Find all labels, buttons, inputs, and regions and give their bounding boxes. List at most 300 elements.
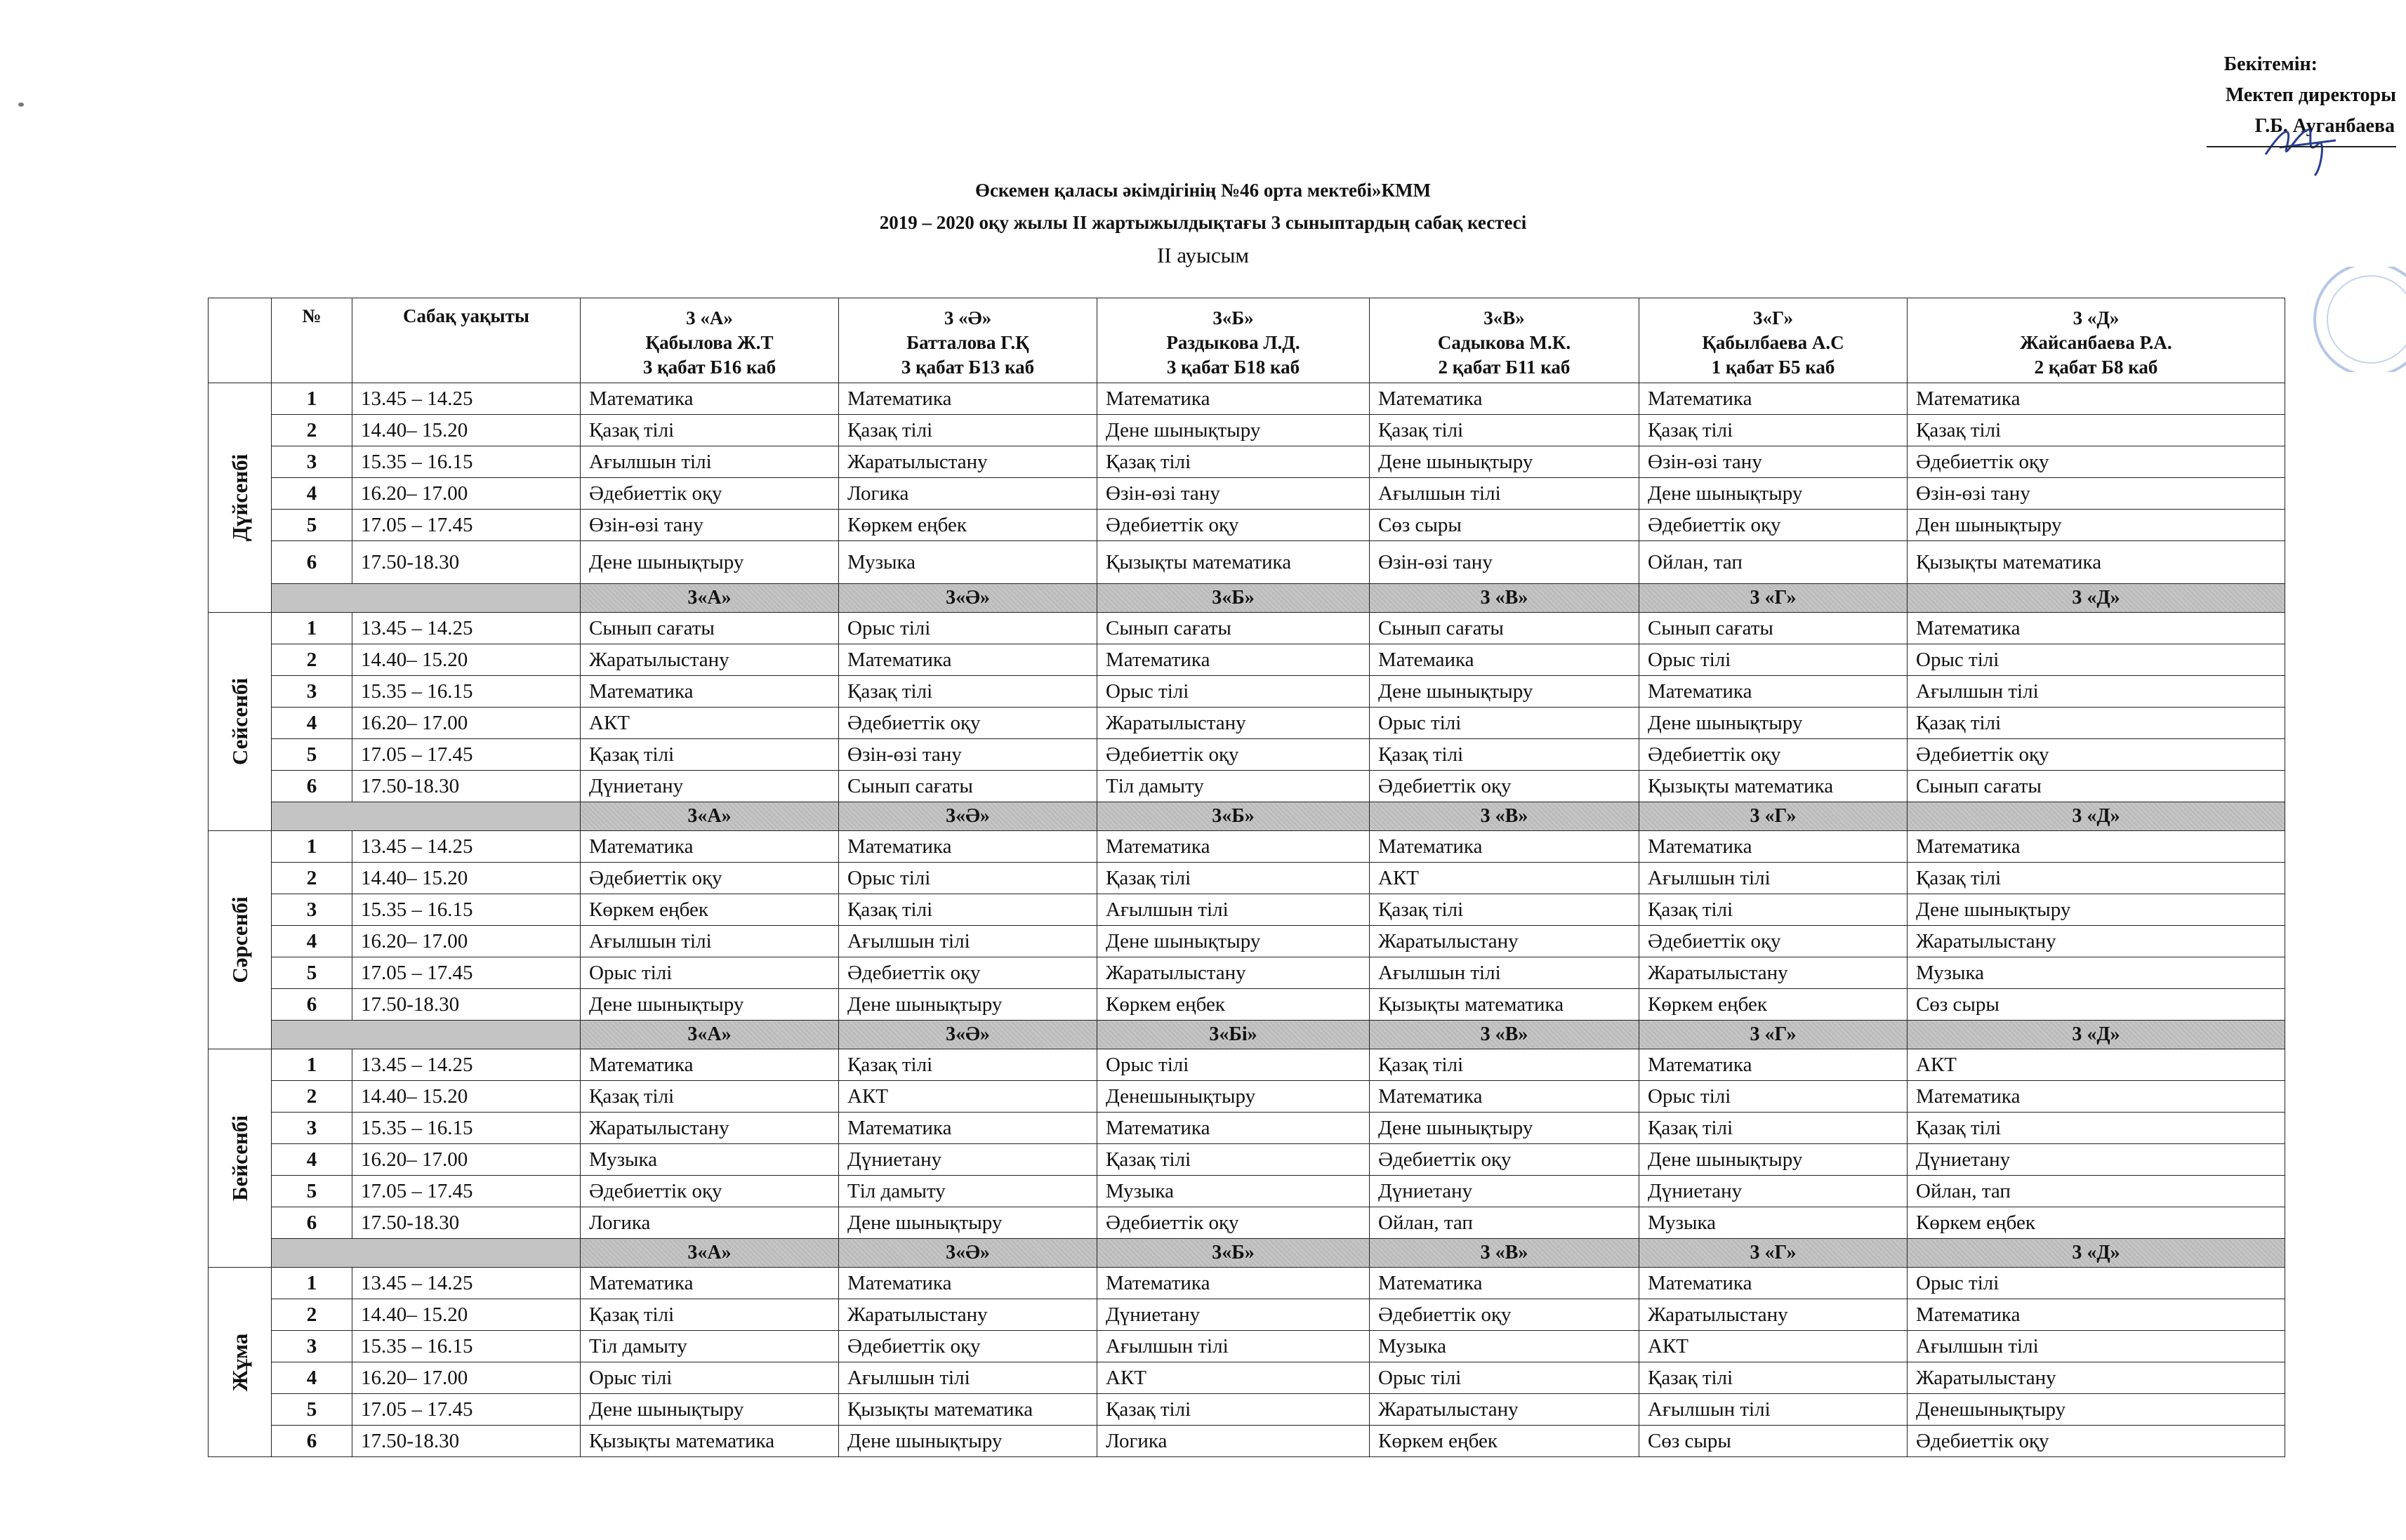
schedule-title: 2019 – 2020 оқу жылы II жартыжылдықтағы 3 сыныптардың сабақ кестесі	[879, 212, 1527, 233]
lesson-time: 13.45 – 14.25	[352, 383, 581, 415]
separator-class-label: 3 «Г»	[1639, 1021, 1908, 1049]
separator-class-label: 3 «Д»	[1908, 584, 2285, 613]
lesson-number: 1	[272, 1268, 352, 1299]
subject-cell: Математика	[1370, 1268, 1639, 1299]
approval-line-2: Мектеп директоры	[2225, 84, 2396, 106]
subject-cell: Музыка	[1639, 1207, 1908, 1239]
lesson-number: 3	[272, 1113, 352, 1144]
class-header-3a: 3 «А» Қабылова Ж.Т 3 қабат Б16 каб	[581, 298, 839, 383]
separator-class-label: 3«Б»	[1097, 802, 1370, 831]
table-row	[209, 1426, 2285, 1457]
table-row	[209, 1394, 2285, 1426]
subject-cell: Жаратылыстану	[1639, 957, 1908, 989]
class-header-3b: 3«Б» Раздыкова Л.Д. 3 қабат Б18 каб	[1097, 298, 1370, 383]
school-title: Өскемен қаласы әкімдігінің №46 орта мектебі»КММ	[974, 180, 1432, 201]
subject-cell: Жаратылыстану	[1639, 1299, 1908, 1331]
lesson-number: 4	[272, 1144, 352, 1176]
lesson-number: 6	[272, 989, 352, 1021]
subject-cell: АКТ	[1639, 1331, 1908, 1362]
table-row	[209, 1207, 2285, 1239]
subject-cell: Әдебиеттік оқу	[1639, 926, 1908, 957]
signature-line	[2207, 146, 2396, 147]
subject-cell: Математика	[839, 383, 1097, 415]
subject-cell: Дене шынықтыру	[839, 1207, 1097, 1239]
lesson-number: 6	[272, 1207, 352, 1239]
separator-class-label: 3 «Д»	[1908, 802, 2285, 831]
subject-cell: Математика	[1097, 831, 1370, 863]
subject-cell: Сынып сағаты	[1908, 771, 2285, 802]
day-label	[209, 831, 272, 1049]
subject-cell: Сынып сағаты	[839, 771, 1097, 802]
day-label	[209, 1268, 272, 1457]
subject-cell: Сөз сыры	[1370, 510, 1639, 541]
table-row	[209, 1176, 2285, 1207]
subject-cell: Орыс тілі	[1097, 1049, 1370, 1081]
table-row	[209, 708, 2285, 739]
class-separator-row	[209, 802, 2285, 831]
lesson-time: 17.50-18.30	[352, 771, 581, 802]
subject-cell: Әдебиеттік оқу	[581, 863, 839, 894]
lesson-time: 15.35 – 16.15	[352, 1113, 581, 1144]
subject-cell: Математика	[1639, 1268, 1908, 1299]
school-stamp	[2266, 267, 2406, 372]
subject-cell: Музыка	[1097, 1176, 1370, 1207]
subject-cell: Музыка	[1908, 957, 2285, 989]
lesson-time: 17.05 – 17.45	[352, 739, 581, 771]
table-row	[209, 771, 2285, 802]
subject-cell: Әдебиеттік оқу	[1639, 739, 1908, 771]
subject-cell: Дене шынықтыру	[1370, 446, 1639, 478]
subject-cell: Орыс тілі	[581, 1362, 839, 1394]
subject-cell: Математика	[581, 1049, 839, 1081]
separator-class-label: 3 «В»	[1370, 802, 1639, 831]
subject-cell: АКТ	[1908, 1049, 2285, 1081]
lesson-number: 4	[272, 478, 352, 510]
table-row	[209, 739, 2285, 771]
subject-cell: Ағылшын тілі	[1908, 1331, 2285, 1362]
subject-cell: Орыс тілі	[1639, 644, 1908, 676]
subject-cell: Математика	[1097, 1268, 1370, 1299]
subject-cell: Орыс тілі	[1097, 676, 1370, 708]
subject-cell: Орыс тілі	[839, 613, 1097, 644]
subject-cell: АКТ	[1370, 863, 1639, 894]
subject-cell: Математика	[1908, 831, 2285, 863]
subject-cell: Орыс тілі	[1639, 1081, 1908, 1113]
subject-cell: Ойлан, тап	[1908, 1176, 2285, 1207]
subject-cell: Қазақ тілі	[1370, 415, 1639, 446]
subject-cell: Қазақ тілі	[839, 676, 1097, 708]
subject-cell: Математика	[1097, 383, 1370, 415]
subject-cell: Математика	[1639, 383, 1908, 415]
lesson-time: 14.40– 15.20	[352, 863, 581, 894]
lesson-number: 4	[272, 708, 352, 739]
subject-cell: Дене шынықтыру	[1908, 894, 2285, 926]
separator-blank	[272, 802, 581, 831]
subject-cell: Қазақ тілі	[1370, 894, 1639, 926]
subject-cell: Математика	[1370, 383, 1639, 415]
subject-cell: Дүниетану	[581, 771, 839, 802]
subject-cell: Математика	[839, 1268, 1097, 1299]
subject-cell: Әдебиеттік оқу	[1908, 739, 2285, 771]
subject-cell: Дүниетану	[839, 1144, 1097, 1176]
subject-cell: Сынып сағаты	[1639, 613, 1908, 644]
subject-cell: Логика	[1097, 1426, 1370, 1457]
separator-class-label: 3 «Д»	[1908, 1021, 2285, 1049]
schedule-table	[208, 298, 2285, 1457]
subject-cell: Математика	[1370, 1081, 1639, 1113]
lesson-time: 17.05 – 17.45	[352, 957, 581, 989]
subject-cell: Әдебиеттік оқу	[581, 1176, 839, 1207]
subject-cell: Қазақ тілі	[1908, 863, 2285, 894]
subject-cell: АКТ	[839, 1081, 1097, 1113]
subject-cell: Әдебиеттік оқу	[1639, 510, 1908, 541]
subject-cell: Ағылшын тілі	[581, 926, 839, 957]
separator-class-label: 3«Б»	[1097, 584, 1370, 613]
table-row	[209, 926, 2285, 957]
subject-cell: Жаратылыстану	[1370, 1394, 1639, 1426]
subject-cell: Сынып сағаты	[581, 613, 839, 644]
subject-cell: Дене шынықтыру	[1639, 708, 1908, 739]
lesson-time: 15.35 – 16.15	[352, 446, 581, 478]
header-row	[209, 298, 2285, 383]
day-name: Сейсенбі	[227, 677, 252, 766]
subject-cell: Көркем еңбек	[581, 894, 839, 926]
lesson-number: 5	[272, 1394, 352, 1426]
approval-line-1: Бекітемін:	[2223, 53, 2318, 75]
lesson-time: 14.40– 15.20	[352, 1081, 581, 1113]
separator-blank	[272, 584, 581, 613]
subject-cell: Қызықты математика	[1639, 771, 1908, 802]
subject-cell: Өзін-өзі тану	[1097, 478, 1370, 510]
lesson-time: 13.45 – 14.25	[352, 831, 581, 863]
table-row	[209, 989, 2285, 1021]
subject-cell: Көркем еңбек	[839, 510, 1097, 541]
subject-cell: Орыс тілі	[1370, 1362, 1639, 1394]
subject-cell: Математика	[1639, 676, 1908, 708]
subject-cell: Ағылшын тілі	[1097, 1331, 1370, 1362]
subject-cell: Әдебиеттік оқу	[581, 478, 839, 510]
separator-class-label: 3«Ә»	[839, 1239, 1097, 1268]
lesson-number: 6	[272, 1426, 352, 1457]
subject-cell: Жаратылыстану	[1097, 957, 1370, 989]
subject-cell: Қазақ тілі	[1639, 1113, 1908, 1144]
subject-cell: Дене шынықтыру	[581, 541, 839, 584]
subject-cell: Қазақ тілі	[1097, 1394, 1370, 1426]
subject-cell: Логика	[839, 478, 1097, 510]
subject-cell: Ағылшын тілі	[581, 446, 839, 478]
subject-cell: Жаратылыстану	[1908, 1362, 2285, 1394]
subject-cell: Дене шынықтыру	[1370, 1113, 1639, 1144]
subject-cell: Орыс тілі	[839, 863, 1097, 894]
subject-cell: Дене шынықтыру	[581, 1394, 839, 1426]
subject-cell: Дене шынықтыру	[839, 989, 1097, 1021]
subject-cell: Қазақ тілі	[1097, 863, 1370, 894]
subject-cell: Өзін-өзі тану	[1908, 478, 2285, 510]
day-name: Бейсенбі	[227, 1115, 252, 1201]
lesson-time: 14.40– 15.20	[352, 415, 581, 446]
lesson-time: 17.50-18.30	[352, 989, 581, 1021]
lesson-time: 15.35 – 16.15	[352, 894, 581, 926]
separator-class-label: 3 «Г»	[1639, 584, 1908, 613]
lesson-number: 6	[272, 541, 352, 584]
subject-cell: Қызықты математика	[1908, 541, 2285, 584]
lesson-number: 5	[272, 739, 352, 771]
lesson-time: 17.05 – 17.45	[352, 1394, 581, 1426]
lesson-number: 3	[272, 1331, 352, 1362]
subject-cell: Дене шынықтыру	[1097, 415, 1370, 446]
lesson-time: 16.20– 17.00	[352, 1362, 581, 1394]
subject-cell: Әдебиеттік оқу	[839, 1331, 1097, 1362]
document-titles	[0, 174, 2406, 272]
subject-cell: Дүниетану	[1097, 1299, 1370, 1331]
lesson-number: 3	[272, 894, 352, 926]
subject-cell: Қазақ тілі	[1370, 1049, 1639, 1081]
subject-cell: Тіл дамыту	[581, 1331, 839, 1362]
subject-cell: Сынып сағаты	[1097, 613, 1370, 644]
subject-cell: Ағылшын тілі	[1370, 478, 1639, 510]
table-row	[209, 383, 2285, 415]
subject-cell: Әдебиеттік оқу	[1908, 1426, 2285, 1457]
lesson-number: 1	[272, 1049, 352, 1081]
table-row	[209, 1144, 2285, 1176]
subject-cell: Математика	[1639, 831, 1908, 863]
subject-cell: Қазақ тілі	[1639, 1362, 1908, 1394]
subject-cell: Музыка	[1370, 1331, 1639, 1362]
class-separator-row	[209, 1021, 2285, 1049]
day-label	[209, 613, 272, 831]
subject-cell: Өзін-өзі тану	[1370, 541, 1639, 584]
subject-cell: Әдебиеттік оқу	[1097, 739, 1370, 771]
subject-cell: Қазақ тілі	[1908, 1113, 2285, 1144]
separator-class-label: 3«А»	[581, 1021, 839, 1049]
lesson-number: 5	[272, 510, 352, 541]
lesson-number: 2	[272, 1299, 352, 1331]
subject-cell: Орыс тілі	[581, 957, 839, 989]
separator-class-label: 3 «В»	[1370, 1239, 1639, 1268]
subject-cell: Қызықты математика	[581, 1426, 839, 1457]
table-row	[209, 676, 2285, 708]
subject-cell: Математика	[581, 676, 839, 708]
class-header-3ae: 3 «Ә» Батталова Г.Қ 3 қабат Б13 каб	[839, 298, 1097, 383]
schedule-body	[209, 383, 2285, 1457]
table-row	[209, 831, 2285, 863]
subject-cell: Қазақ тілі	[1639, 415, 1908, 446]
separator-class-label: 3 «В»	[1370, 584, 1639, 613]
subject-cell: Әдебиеттік оқу	[1908, 446, 2285, 478]
class-separator-row	[209, 584, 2285, 613]
separator-class-label: 3«Ә»	[839, 1021, 1097, 1049]
lesson-time: 13.45 – 14.25	[352, 1268, 581, 1299]
separator-class-label: 3«А»	[581, 584, 839, 613]
subject-cell: Жаратылыстану	[581, 1113, 839, 1144]
subject-cell: Қазақ тілі	[839, 415, 1097, 446]
lesson-time: 17.50-18.30	[352, 1207, 581, 1239]
subject-cell: Дене шынықтыру	[1097, 926, 1370, 957]
lesson-time: 17.50-18.30	[352, 541, 581, 584]
subject-cell: Ағылшын тілі	[1097, 894, 1370, 926]
lesson-number: 4	[272, 926, 352, 957]
subject-cell: Математика	[839, 644, 1097, 676]
lesson-time: 16.20– 17.00	[352, 1144, 581, 1176]
subject-cell: Қазақ тілі	[1908, 708, 2285, 739]
subject-cell: Дене шынықтыру	[1639, 1144, 1908, 1176]
lesson-time: 17.05 – 17.45	[352, 510, 581, 541]
subject-cell: Математика	[581, 1268, 839, 1299]
subject-cell: Дүниетану	[1908, 1144, 2285, 1176]
subject-cell: Ағылшын тілі	[839, 926, 1097, 957]
subject-cell: Дене шынықтыру	[1370, 676, 1639, 708]
subject-cell: Қазақ тілі	[581, 415, 839, 446]
table-row	[209, 894, 2285, 926]
table-row	[209, 446, 2285, 478]
separator-class-label: 3«А»	[581, 802, 839, 831]
lesson-number: 2	[272, 1081, 352, 1113]
table-row	[209, 415, 2285, 446]
number-header: №	[272, 298, 352, 383]
lesson-time: 15.35 – 16.15	[352, 1331, 581, 1362]
subject-cell: Әдебиеттік оқу	[1370, 771, 1639, 802]
table-row	[209, 1362, 2285, 1394]
subject-cell: Ағылшын тілі	[1908, 676, 2285, 708]
subject-cell: Қазақ тілі	[839, 894, 1097, 926]
table-row	[209, 541, 2285, 584]
lesson-time: 13.45 – 14.25	[352, 613, 581, 644]
subject-cell: Сөз сыры	[1908, 989, 2285, 1021]
subject-cell: Қазақ тілі	[1639, 894, 1908, 926]
class-header-3d: 3 «Д» Жайсанбаева Р.А. 2 қабат Б8 каб	[1908, 298, 2285, 383]
separator-blank	[272, 1021, 581, 1049]
subject-cell: Математика	[1908, 1299, 2285, 1331]
subject-cell: Жаратылыстану	[839, 1299, 1097, 1331]
lesson-time: 17.05 – 17.45	[352, 1176, 581, 1207]
subject-cell: Математика	[1097, 644, 1370, 676]
lesson-time: 15.35 – 16.15	[352, 676, 581, 708]
table-row	[209, 510, 2285, 541]
subject-cell: Сынып сағаты	[1370, 613, 1639, 644]
time-header: Сабақ уақыты	[352, 298, 581, 383]
lesson-time: 14.40– 15.20	[352, 1299, 581, 1331]
lesson-time: 17.50-18.30	[352, 1426, 581, 1457]
subject-cell: Дүниетану	[1639, 1176, 1908, 1207]
lesson-time: 16.20– 17.00	[352, 708, 581, 739]
separator-class-label: 3 «Д»	[1908, 1239, 2285, 1268]
subject-cell: Математика	[839, 831, 1097, 863]
table-row	[209, 478, 2285, 510]
subject-cell: Математика	[1908, 613, 2285, 644]
separator-class-label: 3«Б»	[1097, 1239, 1370, 1268]
subject-cell: Математика	[1370, 831, 1639, 863]
lesson-number: 2	[272, 863, 352, 894]
lesson-number: 3	[272, 676, 352, 708]
subject-cell: Математика	[839, 1113, 1097, 1144]
subject-cell: Көркем еңбек	[1639, 989, 1908, 1021]
subject-cell: Денешынықтыру	[1097, 1081, 1370, 1113]
subject-cell: Ден шынықтыру	[1908, 510, 2285, 541]
subject-cell: Қазақ тілі	[1908, 415, 2285, 446]
scan-speck	[18, 102, 24, 107]
subject-cell: Әдебиеттік оқу	[1370, 1144, 1639, 1176]
table-row	[209, 1049, 2285, 1081]
day-label	[209, 1049, 272, 1268]
separator-blank	[272, 1239, 581, 1268]
lesson-number: 5	[272, 957, 352, 989]
subject-cell: Музыка	[581, 1144, 839, 1176]
lesson-time: 16.20– 17.00	[352, 926, 581, 957]
table-row	[209, 1299, 2285, 1331]
subject-cell: Ойлан, тап	[1639, 541, 1908, 584]
separator-class-label: 3«Ә»	[839, 584, 1097, 613]
separator-class-label: 3 «Г»	[1639, 1239, 1908, 1268]
subject-cell: Өзін-өзі тану	[581, 510, 839, 541]
subject-cell: Орыс тілі	[1370, 708, 1639, 739]
subject-cell: Математика	[1908, 383, 2285, 415]
subject-cell: Жаратылыстану	[581, 644, 839, 676]
lesson-number: 2	[272, 415, 352, 446]
subject-cell: Сөз сыры	[1639, 1426, 1908, 1457]
subject-cell: Математика	[581, 383, 839, 415]
subject-cell: Ағылшын тілі	[839, 1362, 1097, 1394]
separator-class-label: 3 «Г»	[1639, 802, 1908, 831]
subject-cell: Қазақ тілі	[1097, 446, 1370, 478]
subject-cell: Қазақ тілі	[839, 1049, 1097, 1081]
subject-cell: Қызықты математика	[839, 1394, 1097, 1426]
subject-cell: АКТ	[1097, 1362, 1370, 1394]
subject-cell: Денешынықтыру	[1908, 1394, 2285, 1426]
subject-cell: Өзін-өзі тану	[1639, 446, 1908, 478]
corner-cell	[209, 298, 272, 383]
table-row	[209, 1268, 2285, 1299]
separator-class-label: 3«Ә»	[839, 802, 1097, 831]
subject-cell: Жаратылыстану	[1908, 926, 2285, 957]
separator-class-label: 3«А»	[581, 1239, 839, 1268]
subject-cell: Тіл дамыту	[839, 1176, 1097, 1207]
subject-cell: Математика	[1097, 1113, 1370, 1144]
table-row	[209, 863, 2285, 894]
lesson-number: 2	[272, 644, 352, 676]
subject-cell: Қазақ тілі	[1097, 1144, 1370, 1176]
subject-cell: Дене шынықтыру	[581, 989, 839, 1021]
subject-cell: Ойлан, тап	[1370, 1207, 1639, 1239]
subject-cell: Әдебиеттік оқу	[1097, 1207, 1370, 1239]
subject-cell: АКТ	[581, 708, 839, 739]
lesson-number: 1	[272, 831, 352, 863]
subject-cell: Жаратылыстану	[839, 446, 1097, 478]
day-name: Жұма	[227, 1333, 252, 1391]
lesson-number: 6	[272, 771, 352, 802]
subject-cell: Математика	[581, 831, 839, 863]
subject-cell: Әдебиеттік оқу	[1370, 1299, 1639, 1331]
subject-cell: Көркем еңбек	[1370, 1426, 1639, 1457]
subject-cell: Дүниетану	[1370, 1176, 1639, 1207]
lesson-time: 13.45 – 14.25	[352, 1049, 581, 1081]
subject-cell: Қазақ тілі	[581, 1299, 839, 1331]
separator-class-label: 3«Бі»	[1097, 1021, 1370, 1049]
subject-cell: Әдебиеттік оқу	[1097, 510, 1370, 541]
lesson-number: 5	[272, 1176, 352, 1207]
table-row	[209, 1331, 2285, 1362]
table-row	[209, 957, 2285, 989]
subject-cell: Қызықты математика	[1097, 541, 1370, 584]
subject-cell: Музыка	[839, 541, 1097, 584]
subject-cell: Орыс тілі	[1908, 644, 2285, 676]
approval-line-3: Г.Б. Ауганбаева	[2254, 115, 2395, 137]
class-separator-row	[209, 1239, 2285, 1268]
subject-cell: Қазақ тілі	[1370, 739, 1639, 771]
shift-title: II ауысым	[1156, 243, 1250, 267]
subject-cell: Дене шынықтыру	[1639, 478, 1908, 510]
subject-cell: Қазақ тілі	[581, 1081, 839, 1113]
lesson-time: 16.20– 17.00	[352, 478, 581, 510]
